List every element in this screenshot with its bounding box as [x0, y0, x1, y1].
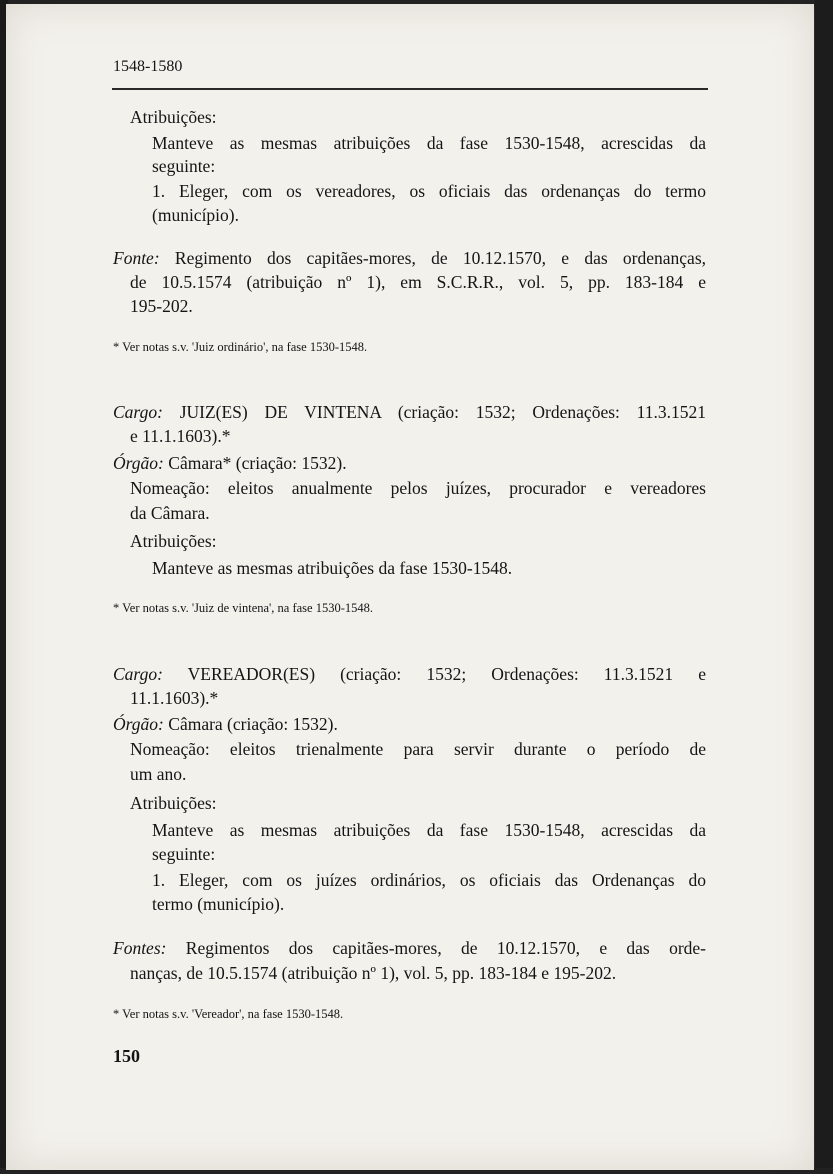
page-number: 150 — [113, 1046, 140, 1066]
nomeacao-line: um ano. — [130, 764, 187, 784]
atribuicoes-text-line: Manteve as mesmas atribuições da fase 1530-1548, acrescidas da — [152, 820, 706, 840]
fontes-line — [113, 940, 706, 958]
cargo-text: VEREADOR(ES) (criação: 1532; Ordenações: 11.3.1521 e — [187, 664, 706, 684]
atribuicoes-item: termo (município). — [152, 894, 285, 914]
footnote: * Ver notas s.v. 'Juiz de vintena', na fase 1530-1548. — [113, 601, 374, 615]
book-page — [6, 4, 814, 1170]
orgao-line — [113, 716, 706, 734]
nomeacao-line: da Câmara. — [130, 503, 210, 523]
orgao-text: Câmara (criação: 1532). — [168, 714, 338, 734]
cargo-label: Cargo: — [113, 402, 163, 422]
fonte-label: Fonte: — [113, 248, 160, 268]
fonte-text: Regimento dos capitães-mores, de 10.12.1570, e das ordenanças, — [174, 248, 707, 268]
atribuicoes-text-line: Manteve as mesmas atribuições da fase 1530-1548, acrescidas da — [152, 133, 706, 153]
fontes-text: Regimentos dos capitães-mores, de 10.12.1570, e das orde- — [185, 938, 706, 958]
orgao-label: Órgão: — [113, 453, 164, 473]
fonte-line — [113, 250, 706, 268]
fonte-text-line: de 10.5.1574 (atribuição nº 1), em S.C.R.R., vol. 5, pp. 183-184 e — [130, 272, 706, 292]
nomeacao-line: Nomeação: eleitos trienalmente para servir durante o período de — [130, 739, 706, 759]
atribuicoes-text-line: Manteve as mesmas atribuições da fase 1530-1548. — [152, 558, 513, 578]
orgao-text: Câmara* (criação: 1532). — [168, 453, 347, 473]
cargo-text-line: e 11.1.1603).* — [130, 426, 231, 446]
atribuicoes-item: (município). — [152, 205, 239, 225]
atribuicoes-label: Atribuições: — [130, 531, 217, 551]
atribuicoes-label: Atribuições: — [130, 107, 217, 127]
atribuicoes-label: Atribuições: — [130, 793, 217, 813]
cargo-text-line: 11.1.1603).* — [130, 688, 219, 708]
atribuicoes-text-line: seguinte: — [152, 844, 216, 864]
atribuicoes-item: 1. Eleger, com os juízes ordinários, os oficiais das Ordenanças do — [152, 870, 706, 890]
fontes-text-line: nanças, de 10.5.1574 (atribuição nº 1), vol. 5, pp. 183-184 e 195-202. — [130, 963, 617, 983]
cargo-line — [113, 666, 706, 684]
atribuicoes-item: 1. Eleger, com os vereadores, os oficiais das ordenanças do termo — [152, 181, 706, 201]
atribuicoes-text-line: seguinte: — [152, 156, 216, 176]
running-header: 1548-1580 — [113, 58, 183, 75]
scan-border-right — [815, 0, 833, 1174]
header-rule — [112, 88, 708, 90]
fonte-text-line: 195-202. — [130, 296, 193, 316]
fontes-label: Fontes: — [113, 938, 167, 958]
nomeacao-line: Nomeação: eleitos anualmente pelos juízes, procurador e vereadores — [130, 478, 706, 498]
footnote: * Ver notas s.v. 'Juiz ordinário', na fase 1530-1548. — [113, 340, 368, 354]
orgao-label: Órgão: — [113, 714, 164, 734]
cargo-line — [113, 404, 706, 422]
footnote: * Ver notas s.v. 'Vereador', na fase 1530-1548. — [113, 1007, 344, 1021]
cargo-label: Cargo: — [113, 664, 163, 684]
cargo-text: JUIZ(ES) DE VINTENA (criação: 1532; Ordenações: 11.3.1521 — [179, 402, 706, 422]
orgao-line — [113, 455, 706, 473]
